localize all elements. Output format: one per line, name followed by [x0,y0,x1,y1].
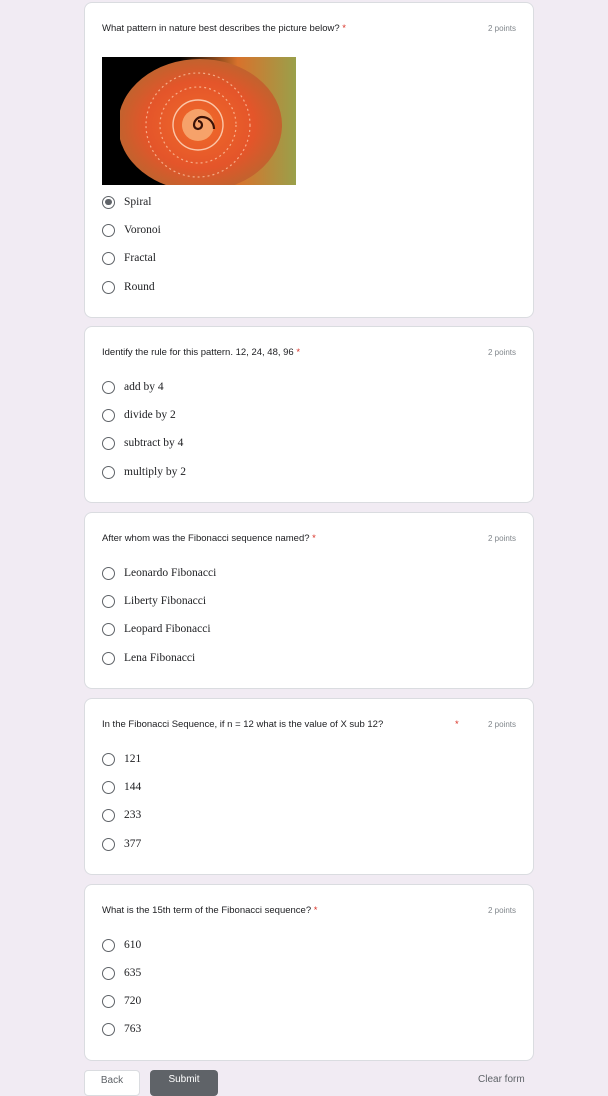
option-763[interactable] [102,1021,141,1037]
clear-form-label: Clear form [478,1074,525,1085]
option-liberty-fibonacci[interactable] [102,593,206,609]
points-label: 2 points [487,720,516,729]
radio-button[interactable] [102,252,115,265]
question-title: After whom was the Fibonacci sequence named? * [102,533,316,544]
option-121[interactable] [102,751,141,767]
required-asterisk: * [296,347,301,358]
radio-button[interactable] [102,567,115,580]
radio-button[interactable] [102,224,115,237]
required-asterisk: * [342,23,346,34]
question-title: Identify the rule for this pattern. 12, 24, 48, 96 * [102,347,301,358]
option-multiply-by-2[interactable] [102,464,186,480]
option-label: 635 [124,967,142,979]
option-377[interactable] [102,836,141,852]
option-233[interactable] [102,807,141,823]
radio-button[interactable] [102,995,115,1008]
option-label: Liberty Fibonacci [124,595,207,607]
radio-button[interactable] [102,967,115,980]
radio-button[interactable] [102,652,115,665]
option-round[interactable] [102,279,155,295]
radio-button[interactable] [102,838,115,851]
radio-button[interactable] [102,409,115,422]
option-label: 720 [124,995,142,1007]
option-label: Spiral [124,196,152,208]
radio-button[interactable] [102,437,115,450]
radio-button-checked[interactable] [102,196,115,209]
required-asterisk: * [312,533,316,544]
spiral-photo [102,57,296,185]
radio-button[interactable] [102,1023,115,1036]
radio-button[interactable] [102,381,115,394]
radio-button[interactable] [102,939,115,952]
option-label: add by 4 [124,381,164,393]
points-label: 2 points [487,348,516,357]
option-divide-by-2[interactable] [102,407,176,423]
radio-button[interactable] [102,781,115,794]
submit-button[interactable] [150,1070,218,1096]
option-label: subtract by 4 [124,437,184,449]
option-label: 144 [124,781,142,793]
option-fractal[interactable] [102,250,156,266]
option-label: 610 [124,939,142,951]
option-label: Fractal [124,252,156,264]
option-add-by-4[interactable] [102,379,164,395]
option-label: divide by 2 [124,409,176,421]
question-card-2 [84,326,534,503]
points-label: 2 points [487,534,516,543]
option-label: 377 [124,838,142,850]
radio-button[interactable] [102,623,115,636]
back-button-label: Back [100,1075,124,1086]
option-label: Voronoi [124,224,161,236]
question-card-5 [84,884,534,1061]
question-title: In the Fibonacci Sequence, if n = 12 what is the value of X sub 12? [102,719,384,730]
option-spiral[interactable] [102,194,151,210]
option-label: 121 [124,753,142,765]
option-label: multiply by 2 [124,466,186,478]
points-label: 2 points [487,906,516,915]
points-label: 2 points [487,24,516,33]
question-card-3 [84,512,534,689]
question-card-1 [84,2,534,318]
option-label: 233 [124,809,142,821]
option-610[interactable] [102,937,141,953]
radio-button[interactable] [102,466,115,479]
option-label: 763 [124,1023,142,1035]
option-label: Leopard Fibonacci [124,623,211,635]
option-720[interactable] [102,993,141,1009]
option-leopard-fibonacci[interactable] [102,621,211,637]
question-title: What is the 15th term of the Fibonacci sequence? * [102,905,318,916]
required-asterisk: * [313,905,318,916]
radio-button[interactable] [102,809,115,822]
radio-button[interactable] [102,281,115,294]
option-635[interactable] [102,965,141,981]
option-leonardo-fibonacci[interactable] [102,565,216,581]
option-144[interactable] [102,779,141,795]
question-card-4 [84,698,534,875]
option-label: Lena Fibonacci [124,652,196,664]
radio-button[interactable] [102,595,115,608]
option-label: Leonardo Fibonacci [124,567,217,579]
submit-button-label: Submit [168,1074,200,1085]
option-label: Round [124,281,155,293]
option-lena-fibonacci[interactable] [102,650,195,666]
option-voronoi[interactable] [102,222,161,238]
back-button[interactable] [84,1070,140,1096]
radio-button[interactable] [102,753,115,766]
required-asterisk: * [455,719,459,730]
question-title: What pattern in nature best describes the picture below? * [102,23,346,34]
option-subtract-by-4[interactable] [102,435,183,451]
chameleon-tail-spiral-image [102,57,296,185]
